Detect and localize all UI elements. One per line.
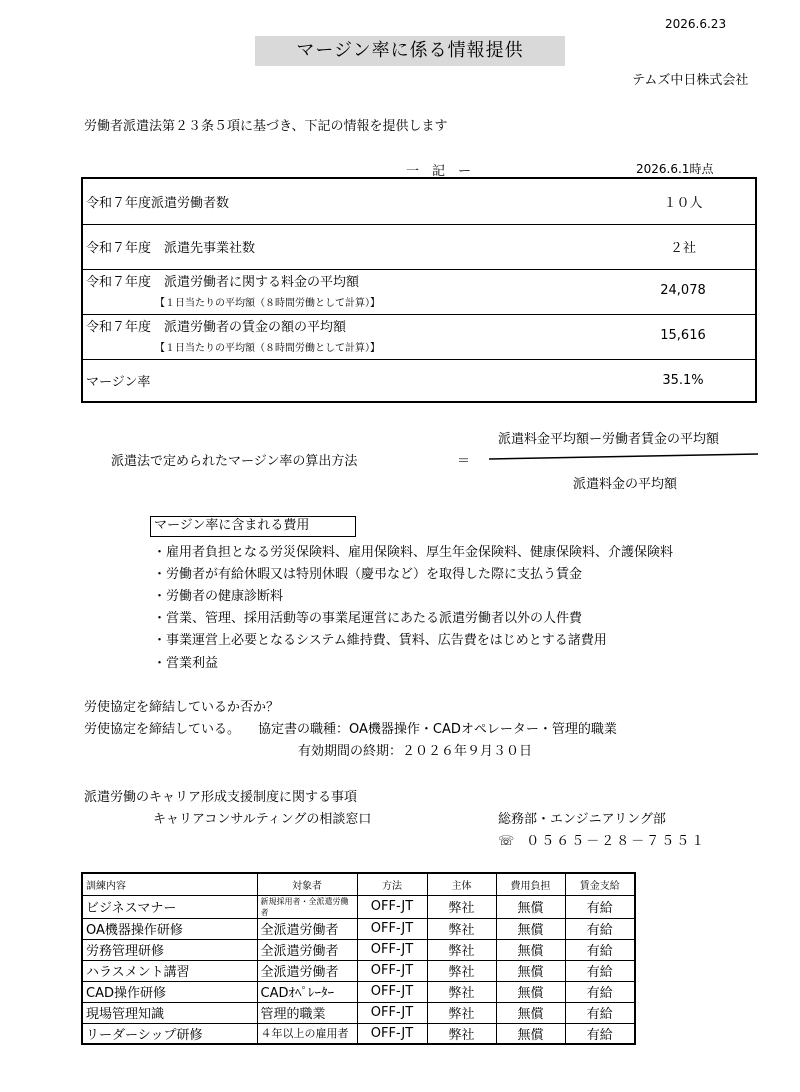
table-cell: 有給 xyxy=(565,918,635,939)
table-header: 訓練内容 xyxy=(82,873,257,895)
cost-item: ・営業利益 xyxy=(153,656,219,671)
table-cell: 労務管理研修 xyxy=(82,939,257,960)
table-cell: 有給 xyxy=(565,960,635,981)
costs-heading: マージン率に含まれる費用 xyxy=(150,516,356,537)
summary-label: 令和７年度 派遣先事業社数 xyxy=(86,241,256,256)
summary-sublabel: 【１日当たりの平均額（８時間労働として計算）】 xyxy=(155,298,380,309)
table-cell: 有給 xyxy=(565,1002,635,1023)
cost-item: ・労働者の健康診断料 xyxy=(153,589,284,604)
table-cell: 有給 xyxy=(565,939,635,960)
table-cell: OFF-JT xyxy=(357,895,427,918)
summary-row-wage-average xyxy=(83,314,755,360)
summary-label: 令和７年度 派遣労働者の賃金の額の平均額 xyxy=(86,320,347,335)
table-cell: 無償 xyxy=(496,918,565,939)
table-cell: 弊社 xyxy=(427,939,496,960)
table-cell: 現場管理知識 xyxy=(82,1002,257,1023)
table-header: 賃金支給 xyxy=(565,873,635,895)
fraction-line xyxy=(488,450,760,462)
intro-text: 労働者派遣法第２３条５項に基づき、下記の情報を提供します xyxy=(84,119,448,134)
table-cell: 全派遣労働者 xyxy=(257,918,357,939)
table-cell: OA機器操作研修 xyxy=(82,918,257,939)
summary-label: 令和７年度派遣労働者数 xyxy=(86,196,230,211)
summary-value: 15,616 xyxy=(660,328,706,343)
table-cell: OFF-JT xyxy=(357,1002,427,1023)
summary-row-clients xyxy=(83,224,755,270)
phone-line xyxy=(498,830,706,849)
as-of-date: 2026.6.1時点 xyxy=(636,162,714,176)
table-row xyxy=(82,960,635,981)
labor-jobs: 協定書の職種：OA機器操作・CADオペレーター・管理的職業 xyxy=(258,722,617,737)
table-header: 主体 xyxy=(427,873,496,895)
cost-item: ・労働者が有給休暇又は特別休暇（慶弔など）を取得した際に支払う賃金 xyxy=(153,567,583,582)
table-cell: 弊社 xyxy=(427,960,496,981)
labor-question: 労使協定を締結しているか否か？ xyxy=(84,700,280,715)
table-cell: ハラスメント講習 xyxy=(82,960,257,981)
ki-label: 一 記 ー xyxy=(406,164,472,179)
table-header: 方法 xyxy=(357,873,427,895)
table-cell: 弊社 xyxy=(427,918,496,939)
table-cell: 有給 xyxy=(565,895,635,918)
table-cell: OFF-JT xyxy=(357,918,427,939)
phone-icon: ☏ xyxy=(498,834,515,849)
summary-row-margin-rate xyxy=(83,359,755,401)
table-cell: 無償 xyxy=(496,895,565,918)
table-cell: 有給 xyxy=(565,1023,635,1044)
table-cell: 全派遣労働者 xyxy=(257,939,357,960)
table-cell: 弊社 xyxy=(427,1023,496,1044)
page-title: マージン率に係る情報提供 xyxy=(255,36,565,66)
table-cell: OFF-JT xyxy=(357,981,427,1002)
table-cell: 無償 xyxy=(496,1023,565,1044)
summary-row-workers xyxy=(83,179,755,225)
table-cell: CAD操作研修 xyxy=(82,981,257,1002)
table-cell: OFF-JT xyxy=(357,960,427,981)
career-heading: 派遣労働のキャリア形成支援制度に関する事項 xyxy=(84,790,358,805)
formula-label: 派遣法で定められたマージン率の算出方法 xyxy=(111,454,358,469)
table-cell: 弊社 xyxy=(427,1002,496,1023)
summary-value: １０人 xyxy=(663,196,703,211)
table-row xyxy=(82,1002,635,1023)
summary-table xyxy=(81,177,757,403)
training-table xyxy=(81,872,636,1045)
table-header-row xyxy=(82,873,635,895)
labor-expiry: 有効期間の終期：２０２６年９月３０日 xyxy=(298,744,533,759)
table-cell: 弊社 xyxy=(427,981,496,1002)
formula-denominator: 派遣料金の平均額 xyxy=(573,477,678,492)
table-cell: 無償 xyxy=(496,960,565,981)
table-cell: 弊社 xyxy=(427,895,496,918)
table-cell: 無償 xyxy=(496,981,565,1002)
formula-equals: ＝ xyxy=(457,454,471,469)
table-row xyxy=(82,1023,635,1044)
summary-label: マージン率 xyxy=(86,375,151,390)
cost-item: ・雇用者負担となる労災保険料、雇用保険料、厚生年金保険料、健康保険料、介護保険料 xyxy=(153,545,674,560)
table-header: 対象者 xyxy=(257,873,357,895)
consult-dept: 総務部・エンジニアリング部 xyxy=(498,812,666,827)
table-row xyxy=(82,939,635,960)
summary-value: ２社 xyxy=(669,241,696,256)
table-cell: ４年以上の雇用者 xyxy=(257,1023,357,1044)
table-cell: 全派遣労働者 xyxy=(257,960,357,981)
phone-number: ０５６５－２８－７５５１ xyxy=(526,834,707,849)
document-date: 2026.6.23 xyxy=(665,17,727,31)
cost-item: ・事業運営上必要となるシステム維持費、賃料、広告費をはじめとする諸費用 xyxy=(153,633,607,648)
consult-label: キャリアコンサルティングの相談窓口 xyxy=(153,812,372,827)
company-name: テムズ中日株式会社 xyxy=(632,73,749,88)
table-cell: 新規採用者・全派遣労働者 xyxy=(257,895,357,918)
table-cell: 無償 xyxy=(496,1002,565,1023)
table-row xyxy=(82,895,635,918)
summary-sublabel: 【１日当たりの平均額（８時間労働として計算）】 xyxy=(155,343,380,354)
table-header: 費用負担 xyxy=(496,873,565,895)
table-cell: CADｵﾍﾟﾚｰﾀｰ xyxy=(257,981,357,1002)
cost-item: ・営業、管理、採用活動等の事業尾運営にあたる派遣労働者以外の人件費 xyxy=(153,611,583,626)
table-cell: 管理的職業 xyxy=(257,1002,357,1023)
summary-label: 令和７年度 派遣労働者に関する料金の平均額 xyxy=(86,275,360,290)
table-cell: OFF-JT xyxy=(357,939,427,960)
summary-value: 24,078 xyxy=(660,283,706,298)
summary-value: 35.1% xyxy=(662,373,704,388)
table-cell: リーダーシップ研修 xyxy=(82,1023,257,1044)
table-cell: OFF-JT xyxy=(357,1023,427,1044)
formula-numerator: 派遣料金平均額ー労働者賃金の平均額 xyxy=(498,432,720,447)
table-cell: 無償 xyxy=(496,939,565,960)
table-row xyxy=(82,918,635,939)
table-cell: ビジネスマナー xyxy=(82,895,257,918)
summary-row-fee-average xyxy=(83,269,755,315)
table-cell: 有給 xyxy=(565,981,635,1002)
table-row xyxy=(82,981,635,1002)
labor-answer: 労使協定を締結している。 xyxy=(84,722,241,737)
